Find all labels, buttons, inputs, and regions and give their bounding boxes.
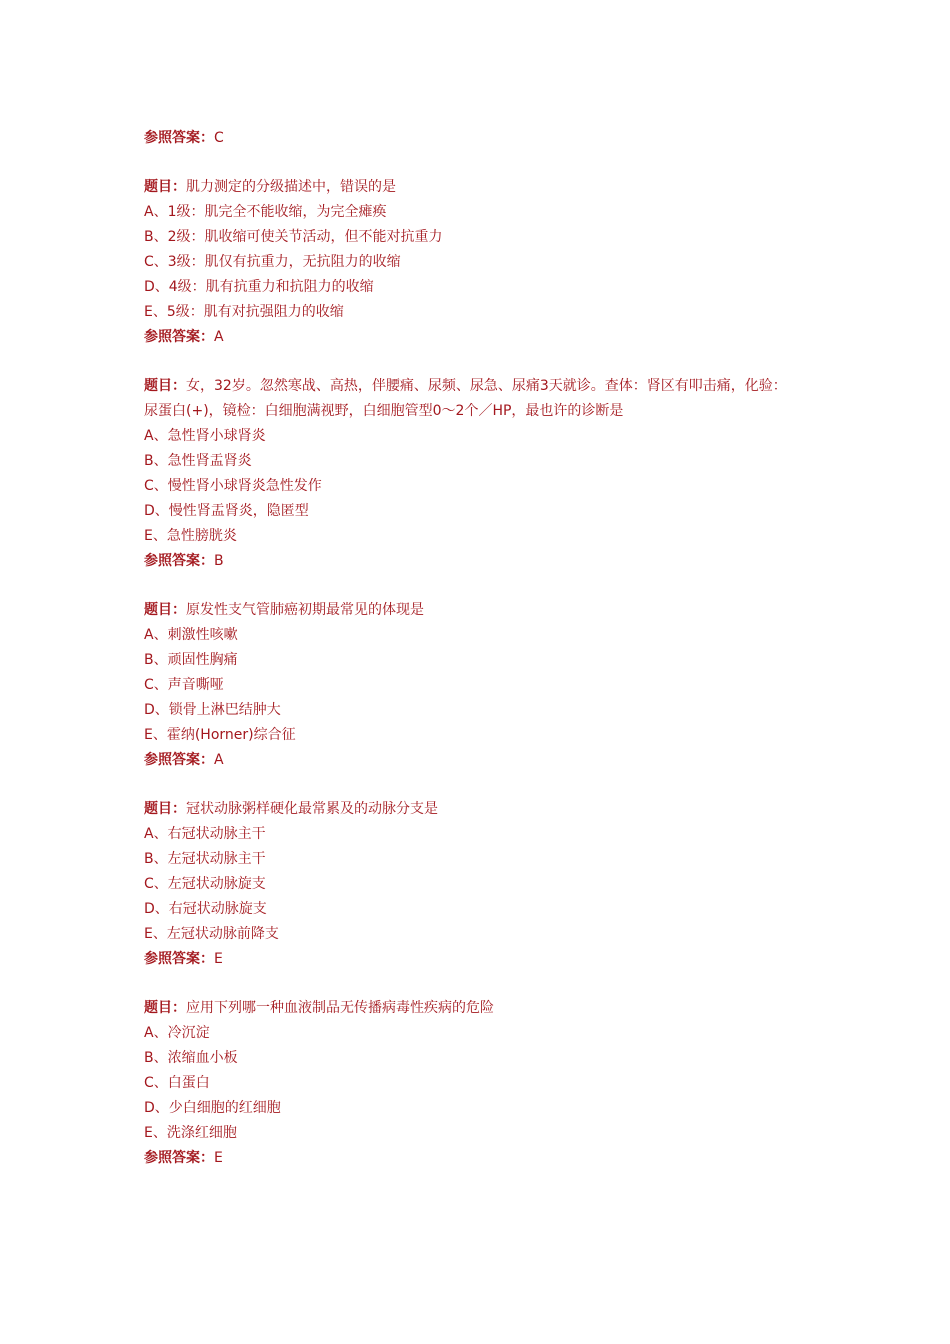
question-stem bbox=[144, 374, 824, 399]
option-e: E、急性膀胱炎 bbox=[144, 528, 237, 544]
document-page bbox=[144, 126, 824, 1195]
option-a: A、1级：肌完全不能收缩，为完全瘫痪 bbox=[144, 204, 387, 220]
answer-line bbox=[144, 126, 824, 151]
answer-block-prev bbox=[144, 126, 824, 151]
answer-line bbox=[144, 549, 824, 574]
option-a: A、急性肾小球肾炎 bbox=[144, 428, 266, 444]
answer-value: E bbox=[214, 951, 223, 967]
answer-value: E bbox=[214, 1150, 223, 1166]
answer-value: B bbox=[214, 553, 224, 569]
answer-line bbox=[144, 325, 824, 350]
option-c: C、白蛋白 bbox=[144, 1075, 210, 1091]
question-block-4 bbox=[144, 797, 824, 972]
answer-label: 参照答案： bbox=[144, 553, 214, 569]
question-label: 题目： bbox=[144, 602, 186, 618]
question-text: 应用下列哪一种血液制品无传播病毒性疾病的危险 bbox=[186, 1000, 494, 1016]
question-label: 题目： bbox=[144, 179, 186, 195]
answer-value: A bbox=[214, 329, 224, 345]
answer-line bbox=[144, 1146, 824, 1171]
question-stem bbox=[144, 175, 824, 200]
option-a: A、右冠状动脉主干 bbox=[144, 826, 266, 842]
answer-label: 参照答案： bbox=[144, 951, 214, 967]
question-text: 原发性支气管肺癌初期最常见的体现是 bbox=[186, 602, 424, 618]
question-text: 冠状动脉粥样硬化最常累及的动脉分支是 bbox=[186, 801, 438, 817]
option-b: B、2级：肌收缩可使关节活动，但不能对抗重力 bbox=[144, 229, 443, 245]
question-stem bbox=[144, 598, 824, 623]
answer-label: 参照答案： bbox=[144, 752, 214, 768]
option-b: B、急性肾盂肾炎 bbox=[144, 453, 252, 469]
question-text-line1: 女，32岁。忽然寒战、高热，伴腰痛、尿频、尿急、尿痛3天就诊。查体：肾区有叩击痛，化验： bbox=[186, 378, 787, 394]
answer-line bbox=[144, 748, 824, 773]
answer-label: 参照答案： bbox=[144, 329, 214, 345]
question-block-5 bbox=[144, 996, 824, 1171]
answer-line bbox=[144, 947, 824, 972]
answer-label: 参照答案： bbox=[144, 130, 214, 146]
option-c: C、声音嘶哑 bbox=[144, 677, 224, 693]
answer-label: 参照答案： bbox=[144, 1150, 214, 1166]
option-e: E、左冠状动脉前降支 bbox=[144, 926, 279, 942]
option-d: D、4级：肌有抗重力和抗阻力的收缩 bbox=[144, 279, 374, 295]
option-a: A、冷沉淀 bbox=[144, 1025, 210, 1041]
question-label: 题目： bbox=[144, 801, 186, 817]
question-block-1 bbox=[144, 175, 824, 350]
option-d: D、少白细胞的红细胞 bbox=[144, 1100, 281, 1116]
answer-value: C bbox=[214, 130, 224, 146]
option-e: E、霍纳(Horner)综合征 bbox=[144, 727, 296, 743]
question-stem bbox=[144, 797, 824, 822]
option-c: C、慢性肾小球肾炎急性发作 bbox=[144, 478, 322, 494]
question-text: 肌力测定的分级描述中，错误的是 bbox=[186, 179, 396, 195]
option-c: C、左冠状动脉旋支 bbox=[144, 876, 266, 892]
option-e: E、5级：肌有对抗强阻力的收缩 bbox=[144, 304, 344, 320]
option-b: B、浓缩血小板 bbox=[144, 1050, 238, 1066]
question-block-3 bbox=[144, 598, 824, 773]
option-d: D、锁骨上淋巴结肿大 bbox=[144, 702, 281, 718]
option-d: D、慢性肾盂肾炎，隐匿型 bbox=[144, 503, 309, 519]
question-stem bbox=[144, 996, 824, 1021]
question-label: 题目： bbox=[144, 378, 186, 394]
answer-value: A bbox=[214, 752, 224, 768]
option-c: C、3级：肌仅有抗重力，无抗阻力的收缩 bbox=[144, 254, 401, 270]
question-block-2 bbox=[144, 374, 824, 574]
option-b: B、左冠状动脉主干 bbox=[144, 851, 266, 867]
question-text-line2: 尿蛋白(+)，镜检：白细胞满视野，白细胞管型0～2个／HP，最也许的诊断是 bbox=[144, 403, 624, 419]
option-b: B、顽固性胸痛 bbox=[144, 652, 238, 668]
option-e: E、洗涤红细胞 bbox=[144, 1125, 237, 1141]
option-d: D、右冠状动脉旋支 bbox=[144, 901, 267, 917]
question-label: 题目： bbox=[144, 1000, 186, 1016]
option-a: A、刺激性咳嗽 bbox=[144, 627, 238, 643]
